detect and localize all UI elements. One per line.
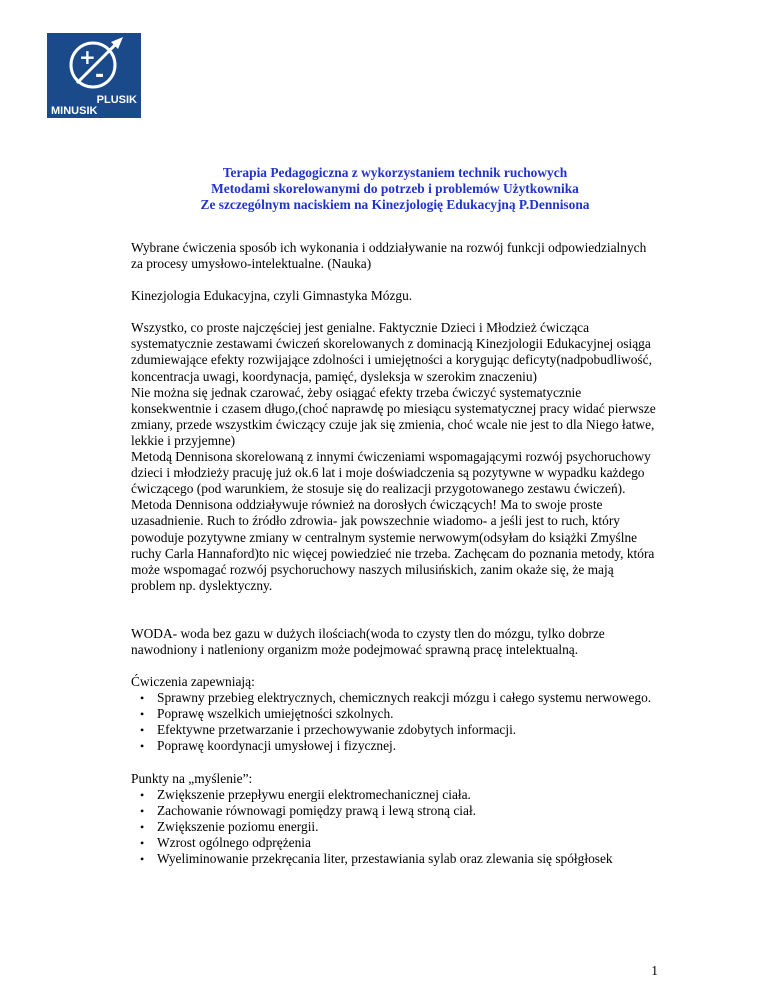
logo-plus-icon: + — [79, 45, 96, 69]
logo-top-text: PLUSIK — [96, 94, 137, 106]
bullet-icon: • — [140, 852, 145, 866]
body-paragraph-2: Nie można się jednak czarować, żeby osiągać efekty trzeba ćwiczyć systematycznie konsekwentnie i czasem długo,(choć naprawdę po miesiącu systematycznej pracy widać pierwsze zmiany, przede wszystkim ćwiczący czuje jak się zmienia, choć wcale nie jest to dla Niego łatwe, lekkie i przyjemne) — [131, 384, 656, 448]
bullet-icon: • — [140, 739, 145, 754]
list-item: • Zwiększenie przepływu energii elektromechanicznej ciała. — [140, 786, 471, 802]
kinezjologia-paragraph: Kinezjologia Edukacyjna, czyli Gimnastyka Mózgu. — [131, 288, 413, 304]
list-item: • Sprawny przebieg elektrycznych, chemicznych reakcji mózgu i całego systemu nerwowego. — [140, 690, 652, 706]
bullet-icon: • — [140, 707, 145, 722]
intro-paragraph: Wybrane ćwiczenia sposób ich wykonania i oddziaływanie na rozwój funkcji odpowiedzialnych za procesy umysłowo-intelektualne. (Nauka) — [131, 240, 647, 272]
bullet-icon: • — [140, 803, 145, 818]
list-item: • Wzrost ogólnego odprężenia — [140, 834, 311, 850]
thinking-points-list — [131, 787, 661, 867]
bullet-icon: • — [140, 723, 145, 738]
document-title — [95, 165, 695, 213]
list-item: • Wyeliminowanie przekręcania liter, przestawiania sylab oraz zlewania się spółgłosek — [140, 851, 613, 866]
title-line-2: Metodami skorelowanymi do potrzeb i problemów Użytkownika — [211, 181, 579, 196]
bullet-icon: • — [140, 835, 145, 850]
list2-heading: Punkty na „myślenie”: — [131, 770, 253, 786]
body-paragraph-1: Wszystko, co proste najczęściej jest genialne. Faktycznie Dzieci i Młodzież ćwicząca systematycznie zestawami ćwiczeń skorelowanych z dominacją Kinezjologii Edukacyjnej osiąga zdumiewające efekty rozwijające zdolności i umiejętności a korygując deficyty(nadpobudliwość, koncentracja uwagi, koordynacja, pamięć, dysleksja w szerokim znaczeniu) — [131, 320, 652, 384]
bullet-icon: • — [140, 819, 145, 834]
exercise-benefits-list — [131, 690, 661, 754]
water-paragraph: WODA- woda bez gazu w dużych ilościach(woda to czysty tlen do mózgu, tylko dobrze nawodniony i natleniony organizm może podejmować sprawną pracę intelektualną. — [131, 625, 605, 657]
title-line-1: Terapia Pedagogiczna z wykorzystaniem technik ruchowych — [222, 165, 568, 180]
page-number: 1 — [651, 963, 658, 978]
logo-graphic — [47, 33, 141, 118]
list-item: • Poprawę wszelkich umiejętności szkolnych. — [140, 706, 394, 722]
list-item: • Efektywne przetwarzanie i przechowywanie zdobytych informacji. — [140, 722, 517, 738]
logo-bottom-text: MINUSIK — [51, 105, 98, 117]
document-body — [131, 240, 661, 883]
list-item: • Zwiększenie poziomu energii. — [140, 818, 319, 834]
list-item: • Zachowanie równowagi pomiędzy prawą i lewą stroną ciał. — [140, 802, 477, 818]
logo-minus-icon: - — [95, 63, 105, 88]
bullet-icon: • — [140, 691, 145, 706]
list-item: • Poprawę koordynacji umysłowej i fizycznej. — [140, 738, 397, 754]
bullet-icon: • — [140, 787, 145, 802]
body-paragraph-3: Metodą Dennisona skorelowaną z innymi ćwiczeniami wspomagającymi rozwój psychoruchowy dzieci i młodzieży pracuję już ok.6 lat i moje doświadczenia są pozytywne w wypadku każdego ćwiczącego (pod warunkiem, że stosuje się do realizacji przygotowanego zestawu ćwiczeń). Metoda Dennisona oddziaływuje również na dorosłych ćwiczących! Ma to swoje proste uzasadnienie. Ruch to źródło zdrowia- jak powszechnie wiadomo- a jeśli jest to ruch, który powoduje pozytywne zmiany w centralnym systemie nerwowym(odsyłam do książki Zmyślne ruchy Carla Hannaford)to nic więcej powiedzieć nie trzeba. Zachęcam do poznania metody, która może wspomagać rozwój psychoruchowy naszych milusińskich, zanim okaże się, że mają problem np. dyslektyczny. — [131, 449, 655, 593]
list1-heading: Ćwiczenia zapewniają: — [131, 674, 255, 690]
plusik-minusik-logo — [47, 33, 141, 118]
title-line-3: Ze szczególnym naciskiem na Kinezjologię Edukacyjną P.Dennisona — [200, 197, 590, 212]
